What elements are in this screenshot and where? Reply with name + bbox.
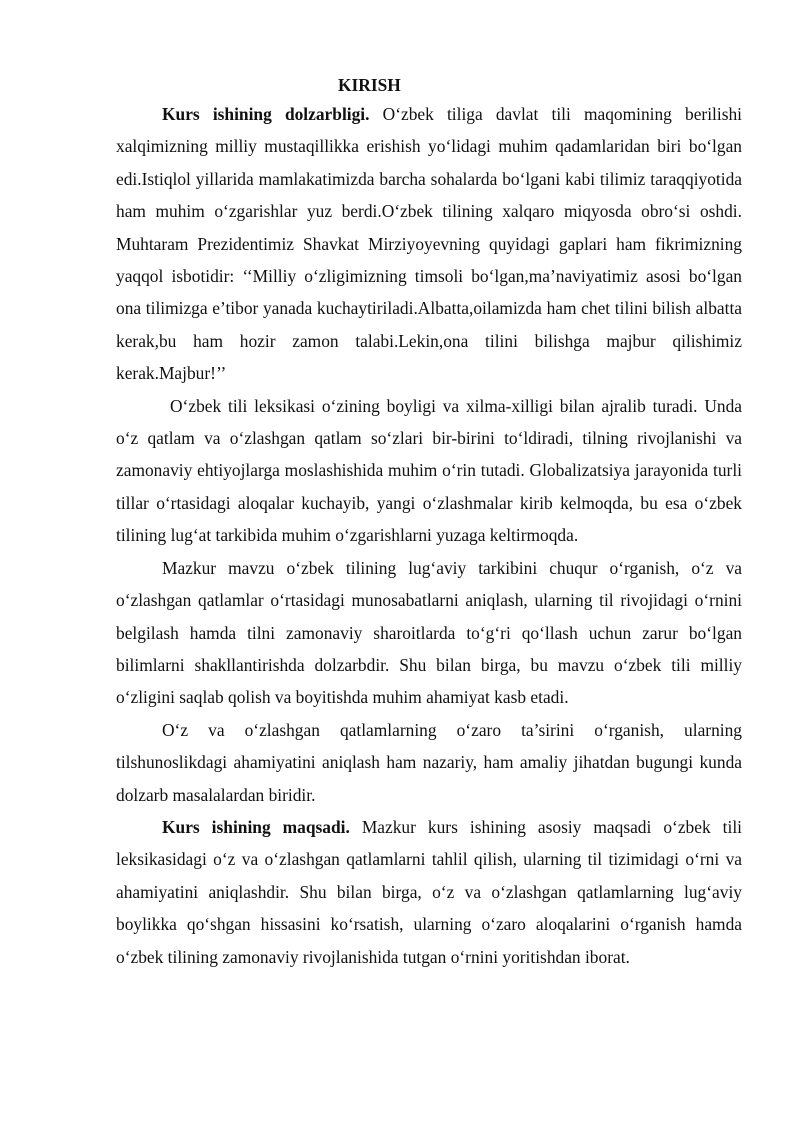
heading-relevance: Kurs ishining dolzarbligi.	[162, 104, 370, 124]
paragraph-lexicon-text: O‘zbek tili leksikasi o‘zining boyligi va xilma-xilligi bilan ajralib turadi. Unda o‘z qatlam va o‘zlashgan qatlam so‘zlari bir-birini to‘ldiradi, tilning rivojlanishi va zamonaviy ehtiyojlarga moslashishida muhim o‘rin tutadi. Globalizatsiya jarayonida turli tillar o‘rtasidagi aloqalar kuchayib, yangi o‘zlashmalar kirib kelmoqda, bu esa o‘zbek tilining lug‘at tarkibida muhim o‘zgarishlarni yuzaga keltirmoqda.	[116, 395, 742, 546]
document-title: KIRISH	[338, 75, 401, 95]
paragraph-relevance-text: O‘zbek tiliga davlat tili maqomining berilishi xalqimizning milliy mustaqillikka erishish yo‘lidagi muhim qadamlaridan biri bo‘lgan edi.Istiqlol yillarida mamlakatimizda barcha sohalarda bo‘lgani kabi tilimiz taraqqiyotida ham muhim o‘zgarishlar yuz berdi.O‘zbek tilining xalqaro miqyosda obro‘si oshdi. Muhtaram Prezidentimiz Shavkat Mirziyoyevning quyidagi gaplari ham fikrimizning yaqqol isbotidir: ‘‘Milliy o‘zligimizning timsoli bo‘lgan,ma’naviyatimiz asosi bo‘lgan ona tilimizga e’tibor yanada kuchaytiriladi.Albatta,oilamizda ham chet tilini bilish albatta kerak,bu ham hozir zamon talabi.Lekin,ona tilini bilishga majbur qilishimiz kerak.Majbur!’’	[116, 104, 743, 384]
paragraph-lexicon	[116, 390, 742, 552]
paragraph-topic-text: Mazkur mavzu o‘zbek tilining lug‘aviy tarkibini chuqur o‘rganish, o‘z va o‘zlashgan qatlamlar o‘rtasidagi munosabatlarni aniqlash, ularning til rivojidagi o‘rnini belgilash hamda tilni zamonaviy sharoitlarda to‘g‘ri qo‘llash uchun zarur bo‘lgan bilimlarni shakllantirishda dolzarbdir. Shu bilan birga, bu mavzu o‘zbek tili milliy o‘zligini saqlab qolish va boyitishda muhim ahamiyat kasb etadi.	[116, 557, 742, 708]
paragraph-goal	[116, 811, 742, 973]
document-page	[116, 72, 742, 973]
paragraph-topic	[116, 552, 742, 714]
paragraph-goal-text: Mazkur kurs ishining asosiy maqsadi o‘zbek tili leksikasidagi o‘z va o‘zlashgan qatlamlarni tahlil qilish, ularning til tizimidagi o‘rni va ahamiyatini aniqlashdir. Shu bilan birga, o‘z va o‘zlashgan qatlamlarning lug‘aviy boylikka qo‘shgan hissasini ko‘rsatish, ularning o‘zaro aloqalarini o‘rganish hamda o‘zbek tilining zamonaviy rivojlanishida tutgan o‘rnini yoritishdan iborat.	[116, 816, 742, 967]
paragraph-layers	[116, 714, 742, 811]
paragraph-layers-text: O‘z va o‘zlashgan qatlamlarning o‘zaro ta’sirini o‘rganish, ularning tilshunoslikdagi ahamiyatini aniqlash ham nazariy, ham amaliy jihatdan bugungi kunda dolzarb masalalardan biridir.	[116, 719, 742, 805]
heading-goal: Kurs ishining maqsadi.	[162, 816, 350, 837]
paragraph-relevance	[116, 98, 742, 390]
